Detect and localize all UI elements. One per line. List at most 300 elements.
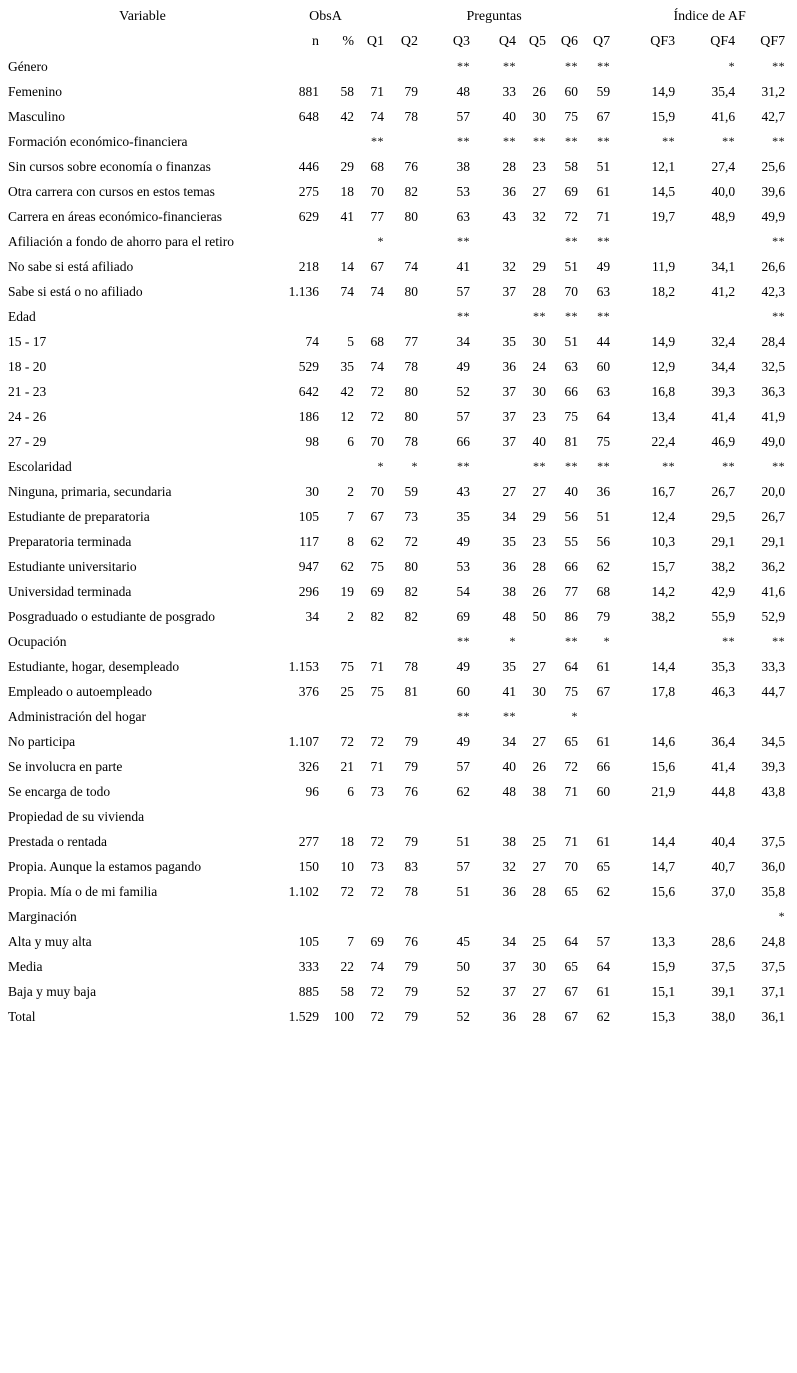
cell-q1: 77 bbox=[370, 209, 385, 224]
cell-q6: 75 bbox=[564, 409, 579, 424]
cell-q1: 73 bbox=[370, 859, 385, 874]
cell-q7: 51 bbox=[596, 509, 611, 524]
cell-pct: 10 bbox=[340, 859, 355, 874]
cell-q7: 64 bbox=[596, 409, 611, 424]
table-row bbox=[0, 1004, 797, 1029]
cell-qf4: 40,7 bbox=[711, 859, 736, 874]
significance-q3: ** bbox=[457, 59, 471, 73]
cell-qf4 bbox=[687, 904, 747, 929]
cell-pct bbox=[331, 454, 366, 479]
cell-q5: 50 bbox=[532, 609, 547, 624]
cell-pct: 7 bbox=[347, 934, 355, 949]
row-label: Administración del hogar bbox=[8, 709, 146, 724]
cell-qf4: 41,4 bbox=[711, 759, 736, 774]
cell-pct bbox=[331, 904, 366, 929]
cell-q1: 70 bbox=[370, 484, 385, 499]
cell-n: 117 bbox=[299, 534, 319, 549]
cell-q7: 79 bbox=[596, 609, 611, 624]
cell-qf4: 48,9 bbox=[711, 209, 736, 224]
cell-qf3: 38,2 bbox=[651, 609, 676, 624]
cell-q5: 23 bbox=[532, 534, 547, 549]
cell-q3: 52 bbox=[456, 1009, 471, 1024]
cell-n: 275 bbox=[298, 184, 319, 199]
significance-q7: ** bbox=[597, 234, 611, 248]
cell-q1 bbox=[366, 704, 396, 729]
cell-q3: 49 bbox=[456, 359, 471, 374]
cell-n: 881 bbox=[298, 84, 319, 99]
cell-q1: 71 bbox=[370, 659, 385, 674]
table-row bbox=[0, 379, 797, 404]
row-label: 21 - 23 bbox=[8, 384, 47, 399]
cell-n: 1.529 bbox=[288, 1009, 319, 1024]
significance-q2: * bbox=[411, 459, 419, 473]
cell-qf4: 29,5 bbox=[711, 509, 736, 524]
cell-qf3 bbox=[622, 629, 687, 654]
cell-q4: 32 bbox=[502, 259, 517, 274]
cell-qf7: 42,7 bbox=[761, 109, 786, 124]
cell-q4: 36 bbox=[502, 184, 517, 199]
table-row bbox=[0, 179, 797, 204]
row-label: 15 - 17 bbox=[8, 334, 47, 349]
cell-qf7: 24,8 bbox=[761, 934, 786, 949]
row-label: 24 - 26 bbox=[8, 409, 47, 424]
cell-q5: 38 bbox=[532, 784, 547, 799]
cell-q5: 25 bbox=[532, 934, 547, 949]
cell-q3: 41 bbox=[456, 259, 471, 274]
cell-q4: 48 bbox=[502, 609, 517, 624]
cell-pct: 12 bbox=[340, 409, 355, 424]
cell-n bbox=[285, 129, 331, 154]
cell-qf3: 21,9 bbox=[651, 784, 676, 799]
cell-q2: 76 bbox=[404, 159, 419, 174]
cell-qf3 bbox=[622, 704, 687, 729]
cell-qf7: 33,3 bbox=[761, 659, 786, 674]
cell-q7 bbox=[590, 904, 622, 929]
cell-q4: 37 bbox=[502, 409, 517, 424]
cell-pct: 22 bbox=[340, 959, 355, 974]
column-header-row bbox=[0, 29, 797, 54]
cell-q5: 28 bbox=[532, 1009, 547, 1024]
table-row bbox=[0, 79, 797, 104]
cell-pct bbox=[331, 129, 366, 154]
cell-q5: 28 bbox=[532, 284, 547, 299]
cell-q2: 78 bbox=[404, 109, 419, 124]
significance-qf7: ** bbox=[772, 459, 786, 473]
cell-q4: 36 bbox=[502, 1009, 517, 1024]
table-group-row bbox=[0, 629, 797, 654]
cell-pct: 21 bbox=[340, 759, 355, 774]
row-label: Carrera en áreas económico-financieras bbox=[8, 209, 222, 224]
cell-pct: 25 bbox=[340, 684, 355, 699]
cell-pct: 14 bbox=[340, 259, 355, 274]
cell-q5: 28 bbox=[532, 884, 547, 899]
cell-q3: 57 bbox=[456, 109, 471, 124]
cell-qf4: 41,2 bbox=[711, 284, 736, 299]
cell-q1: 73 bbox=[370, 784, 385, 799]
cell-qf7: 49,0 bbox=[761, 434, 786, 449]
cell-qf3: 17,8 bbox=[651, 684, 676, 699]
cell-q1: 72 bbox=[370, 834, 385, 849]
cell-q2: 79 bbox=[404, 84, 419, 99]
cell-q5: 30 bbox=[532, 109, 547, 124]
cell-q2: 79 bbox=[404, 959, 419, 974]
cell-q4: 36 bbox=[502, 559, 517, 574]
cell-n: 885 bbox=[298, 984, 319, 999]
cell-pct: 19 bbox=[340, 584, 355, 599]
cell-qf4 bbox=[687, 229, 747, 254]
cell-qf7: 26,7 bbox=[761, 509, 786, 524]
cell-q6: 55 bbox=[564, 534, 579, 549]
cell-q5: 28 bbox=[532, 559, 547, 574]
cell-n bbox=[285, 229, 331, 254]
cell-q2: 81 bbox=[404, 684, 419, 699]
row-label: No sabe si está afiliado bbox=[8, 259, 134, 274]
cell-n: 74 bbox=[305, 334, 319, 349]
significance-qf4: ** bbox=[722, 134, 736, 148]
table-group-row bbox=[0, 454, 797, 479]
cell-qf3: 11,9 bbox=[651, 259, 676, 274]
cell-q2: 76 bbox=[404, 934, 419, 949]
cell-q5: 27 bbox=[532, 484, 547, 499]
cell-q2: 82 bbox=[404, 609, 419, 624]
cell-pct: 6 bbox=[347, 434, 355, 449]
cell-q2: 80 bbox=[404, 384, 419, 399]
cell-n: 96 bbox=[305, 784, 319, 799]
cell-q4 bbox=[482, 904, 528, 929]
cell-q5: 27 bbox=[532, 984, 547, 999]
significance-qf7: ** bbox=[772, 134, 786, 148]
cell-q7: 61 bbox=[596, 184, 611, 199]
cell-q1: 74 bbox=[370, 284, 385, 299]
table-row bbox=[0, 829, 797, 854]
cell-pct: 2 bbox=[347, 484, 355, 499]
row-label: Prestada o rentada bbox=[8, 834, 107, 849]
cell-qf7: 52,9 bbox=[761, 609, 786, 624]
cell-qf3: 14,4 bbox=[651, 659, 676, 674]
cell-q4: 40 bbox=[502, 759, 517, 774]
significance-q4: ** bbox=[503, 134, 517, 148]
cell-qf4: 37,0 bbox=[711, 884, 736, 899]
cell-q3: 48 bbox=[456, 84, 471, 99]
cell-n: 150 bbox=[298, 859, 319, 874]
cell-qf4: 34,4 bbox=[711, 359, 736, 374]
cell-q5: 23 bbox=[532, 159, 547, 174]
cell-n: 376 bbox=[298, 684, 319, 699]
cell-pct: 41 bbox=[340, 209, 355, 224]
cell-q1: 67 bbox=[370, 509, 385, 524]
cell-q7: 71 bbox=[596, 209, 611, 224]
row-label: Alta y muy alta bbox=[8, 934, 92, 949]
significance-qf7: ** bbox=[772, 59, 786, 73]
cell-q5 bbox=[528, 904, 558, 929]
cell-q3: 69 bbox=[456, 609, 471, 624]
cell-q3: 66 bbox=[456, 434, 471, 449]
cell-qf4: 35,4 bbox=[711, 84, 736, 99]
cell-n: 947 bbox=[298, 559, 319, 574]
significance-q7: ** bbox=[597, 134, 611, 148]
cell-qf3: 15,3 bbox=[651, 1009, 676, 1024]
cell-q2: 79 bbox=[404, 1009, 419, 1024]
cell-q1: 69 bbox=[370, 934, 385, 949]
cell-qf4: 40,0 bbox=[711, 184, 736, 199]
cell-q7: 62 bbox=[596, 884, 611, 899]
cell-qf7: 39,6 bbox=[761, 184, 786, 199]
cell-pct bbox=[331, 229, 366, 254]
cell-q2: 80 bbox=[404, 559, 419, 574]
cell-q3: 52 bbox=[456, 984, 471, 999]
table-row bbox=[0, 929, 797, 954]
cell-qf4 bbox=[687, 704, 747, 729]
column-header-variable bbox=[0, 29, 285, 54]
table-group-row bbox=[0, 304, 797, 329]
cell-qf7: 35,8 bbox=[761, 884, 786, 899]
cell-q5 bbox=[528, 804, 558, 829]
cell-q4: 38 bbox=[502, 834, 517, 849]
cell-qf3: 16,8 bbox=[651, 384, 676, 399]
table-row bbox=[0, 429, 797, 454]
cell-q3: 57 bbox=[456, 859, 471, 874]
cell-q7: 67 bbox=[596, 684, 611, 699]
significance-q6: ** bbox=[565, 134, 579, 148]
cell-q1: 70 bbox=[370, 434, 385, 449]
cell-qf4: 39,3 bbox=[711, 384, 736, 399]
cell-qf7: 20,0 bbox=[761, 484, 786, 499]
table-row bbox=[0, 954, 797, 979]
significance-q3: ** bbox=[457, 709, 471, 723]
column-header-qf4: QF4 bbox=[710, 34, 736, 49]
significance-qf3: ** bbox=[662, 134, 676, 148]
significance-q4: * bbox=[509, 634, 517, 648]
cell-pct: 58 bbox=[340, 984, 355, 999]
cell-q3: 51 bbox=[456, 834, 471, 849]
cell-qf7: 29,1 bbox=[761, 534, 786, 549]
cell-pct bbox=[331, 54, 366, 79]
cell-q6: 51 bbox=[564, 259, 579, 274]
significance-q5: ** bbox=[533, 459, 547, 473]
row-label: Sabe si está o no afiliado bbox=[8, 284, 143, 299]
cell-q2 bbox=[396, 129, 430, 154]
cell-q4: 36 bbox=[502, 359, 517, 374]
cell-q4: 27 bbox=[502, 484, 517, 499]
cell-q6 bbox=[558, 904, 590, 929]
cell-q7: 64 bbox=[596, 959, 611, 974]
column-header-q3: Q3 bbox=[452, 34, 471, 49]
cell-q6: 40 bbox=[564, 484, 579, 499]
cell-q3: 51 bbox=[456, 884, 471, 899]
cell-qf7: 37,5 bbox=[761, 834, 786, 849]
row-label: Otra carrera con cursos en estos temas bbox=[8, 184, 215, 199]
cell-qf7: 43,8 bbox=[761, 784, 786, 799]
cell-q5: 27 bbox=[532, 184, 547, 199]
row-label: Estudiante, hogar, desempleado bbox=[8, 659, 180, 674]
cell-qf4: 36,4 bbox=[711, 734, 736, 749]
cell-n bbox=[285, 904, 331, 929]
cell-q3: 49 bbox=[456, 734, 471, 749]
cell-qf7: 44,7 bbox=[761, 684, 786, 699]
cell-qf7: 34,5 bbox=[761, 734, 786, 749]
row-label: Sin cursos sobre economía o finanzas bbox=[8, 159, 211, 174]
cell-q7: 60 bbox=[596, 784, 611, 799]
cell-q2 bbox=[396, 904, 430, 929]
cell-q3: 53 bbox=[456, 559, 471, 574]
cell-n bbox=[285, 629, 331, 654]
row-label: Se encarga de todo bbox=[8, 784, 111, 799]
cell-qf3: 14,9 bbox=[651, 334, 676, 349]
row-label: Se involucra en parte bbox=[8, 759, 123, 774]
column-header-q4: Q4 bbox=[498, 34, 517, 49]
cell-qf3: 15,6 bbox=[651, 759, 676, 774]
row-label: Propia. Aunque la estamos pagando bbox=[8, 859, 202, 874]
row-label: Universidad terminada bbox=[8, 584, 132, 599]
cell-q4 bbox=[482, 804, 528, 829]
cell-qf3: 13,4 bbox=[651, 409, 676, 424]
significance-q3: ** bbox=[457, 309, 471, 323]
cell-qf7: 37,1 bbox=[761, 984, 786, 999]
cell-q4: 37 bbox=[502, 959, 517, 974]
row-label: Afiliación a fondo de ahorro para el retiro bbox=[8, 234, 235, 249]
column-header-q6: Q6 bbox=[560, 34, 579, 49]
cell-q2 bbox=[396, 704, 430, 729]
cell-q5: 32 bbox=[532, 209, 547, 224]
row-label: Género bbox=[8, 59, 48, 74]
cell-q7: 68 bbox=[596, 584, 611, 599]
cell-q5: 27 bbox=[532, 734, 547, 749]
cell-qf3: 15,1 bbox=[651, 984, 676, 999]
cell-qf7: 25,6 bbox=[761, 159, 786, 174]
cell-q1: 72 bbox=[370, 384, 385, 399]
row-label: Ocupación bbox=[8, 634, 67, 649]
cell-q6: 71 bbox=[564, 834, 579, 849]
cell-q1: 71 bbox=[370, 84, 385, 99]
group-header-row bbox=[0, 4, 797, 29]
cell-qf4: 40,4 bbox=[711, 834, 736, 849]
table-row bbox=[0, 504, 797, 529]
cell-q1 bbox=[366, 304, 396, 329]
cell-q7: 61 bbox=[596, 734, 611, 749]
cell-qf3: 14,9 bbox=[651, 84, 676, 99]
cell-qf3: 14,7 bbox=[651, 859, 676, 874]
cell-n: 105 bbox=[298, 509, 319, 524]
cell-q4: 43 bbox=[502, 209, 517, 224]
cell-q1 bbox=[366, 629, 396, 654]
table-row bbox=[0, 979, 797, 1004]
cell-q6: 75 bbox=[564, 684, 579, 699]
cell-qf7 bbox=[747, 804, 797, 829]
cell-qf3: 10,3 bbox=[651, 534, 676, 549]
cell-q2: 83 bbox=[404, 859, 419, 874]
significance-q6: ** bbox=[565, 634, 579, 648]
cell-pct bbox=[331, 304, 366, 329]
cell-n: 1.153 bbox=[288, 659, 319, 674]
cell-q2 bbox=[396, 304, 430, 329]
cell-pct: 2 bbox=[347, 609, 355, 624]
cell-qf7: 42,3 bbox=[761, 284, 786, 299]
cell-q1 bbox=[366, 54, 396, 79]
cell-q6: 77 bbox=[564, 584, 579, 599]
cell-q2: 79 bbox=[404, 834, 419, 849]
cell-pct: 7 bbox=[347, 509, 355, 524]
significance-q1: * bbox=[377, 234, 385, 248]
cell-qf3 bbox=[622, 54, 687, 79]
cell-qf3: 15,6 bbox=[651, 884, 676, 899]
cell-q2 bbox=[396, 629, 430, 654]
row-label: Edad bbox=[8, 309, 36, 324]
cell-n: 277 bbox=[298, 834, 319, 849]
cell-qf3: 15,7 bbox=[651, 559, 676, 574]
column-header-pct: % bbox=[342, 34, 355, 49]
cell-qf3: 12,9 bbox=[651, 359, 676, 374]
significance-q3: ** bbox=[457, 459, 471, 473]
cell-q6: 69 bbox=[564, 184, 579, 199]
cell-q4: 34 bbox=[502, 934, 517, 949]
cell-q3: 52 bbox=[456, 384, 471, 399]
cell-qf4: 55,9 bbox=[711, 609, 736, 624]
cell-q6: 56 bbox=[564, 509, 579, 524]
cell-n: 648 bbox=[298, 109, 319, 124]
cell-q4: 48 bbox=[502, 784, 517, 799]
cell-pct: 74 bbox=[340, 284, 355, 299]
cell-qf4: 35,3 bbox=[711, 659, 736, 674]
cell-n: 105 bbox=[298, 934, 319, 949]
significance-q6: ** bbox=[565, 459, 579, 473]
cell-q3: 57 bbox=[456, 409, 471, 424]
cell-qf7: 41,9 bbox=[761, 409, 786, 424]
table-row bbox=[0, 854, 797, 879]
table-group-row bbox=[0, 129, 797, 154]
cell-q4: 35 bbox=[502, 659, 517, 674]
cell-q4: 35 bbox=[502, 534, 517, 549]
column-header-qf3: QF3 bbox=[650, 34, 676, 49]
cell-q6: 70 bbox=[564, 284, 579, 299]
cell-n: 34 bbox=[305, 609, 319, 624]
cell-qf3: 22,4 bbox=[651, 434, 676, 449]
cell-qf3: 12,1 bbox=[651, 159, 676, 174]
significance-qf4: ** bbox=[722, 459, 736, 473]
cell-q3: 57 bbox=[456, 284, 471, 299]
cell-q5: 27 bbox=[532, 659, 547, 674]
cell-qf7 bbox=[747, 704, 797, 729]
significance-q5: ** bbox=[533, 134, 547, 148]
cell-q6: 51 bbox=[564, 334, 579, 349]
cell-qf4 bbox=[687, 304, 747, 329]
cell-q2: 82 bbox=[404, 584, 419, 599]
significance-qf4: * bbox=[728, 59, 736, 73]
table-row bbox=[0, 529, 797, 554]
column-header-n: n bbox=[312, 34, 319, 49]
cell-pct: 42 bbox=[340, 109, 355, 124]
group-header-indice-af: Índice de AF bbox=[673, 9, 746, 24]
table-group-row bbox=[0, 704, 797, 729]
cell-q5: 24 bbox=[532, 359, 547, 374]
cell-q5: 26 bbox=[532, 584, 547, 599]
cell-pct bbox=[331, 704, 366, 729]
table-row bbox=[0, 354, 797, 379]
cell-pct: 29 bbox=[340, 159, 355, 174]
cell-q1: 72 bbox=[370, 409, 385, 424]
cell-n: 1.107 bbox=[288, 734, 319, 749]
cell-qf3: 14,5 bbox=[651, 184, 676, 199]
cell-qf7: 41,6 bbox=[761, 584, 786, 599]
cell-q1: 75 bbox=[370, 684, 385, 699]
cell-n: 218 bbox=[298, 259, 319, 274]
table-row bbox=[0, 754, 797, 779]
cell-q2: 79 bbox=[404, 734, 419, 749]
cell-qf4: 46,3 bbox=[711, 684, 736, 699]
cell-n: 98 bbox=[305, 434, 319, 449]
cell-q3: 53 bbox=[456, 184, 471, 199]
cell-q6: 63 bbox=[564, 359, 579, 374]
significance-q6: * bbox=[571, 709, 579, 723]
